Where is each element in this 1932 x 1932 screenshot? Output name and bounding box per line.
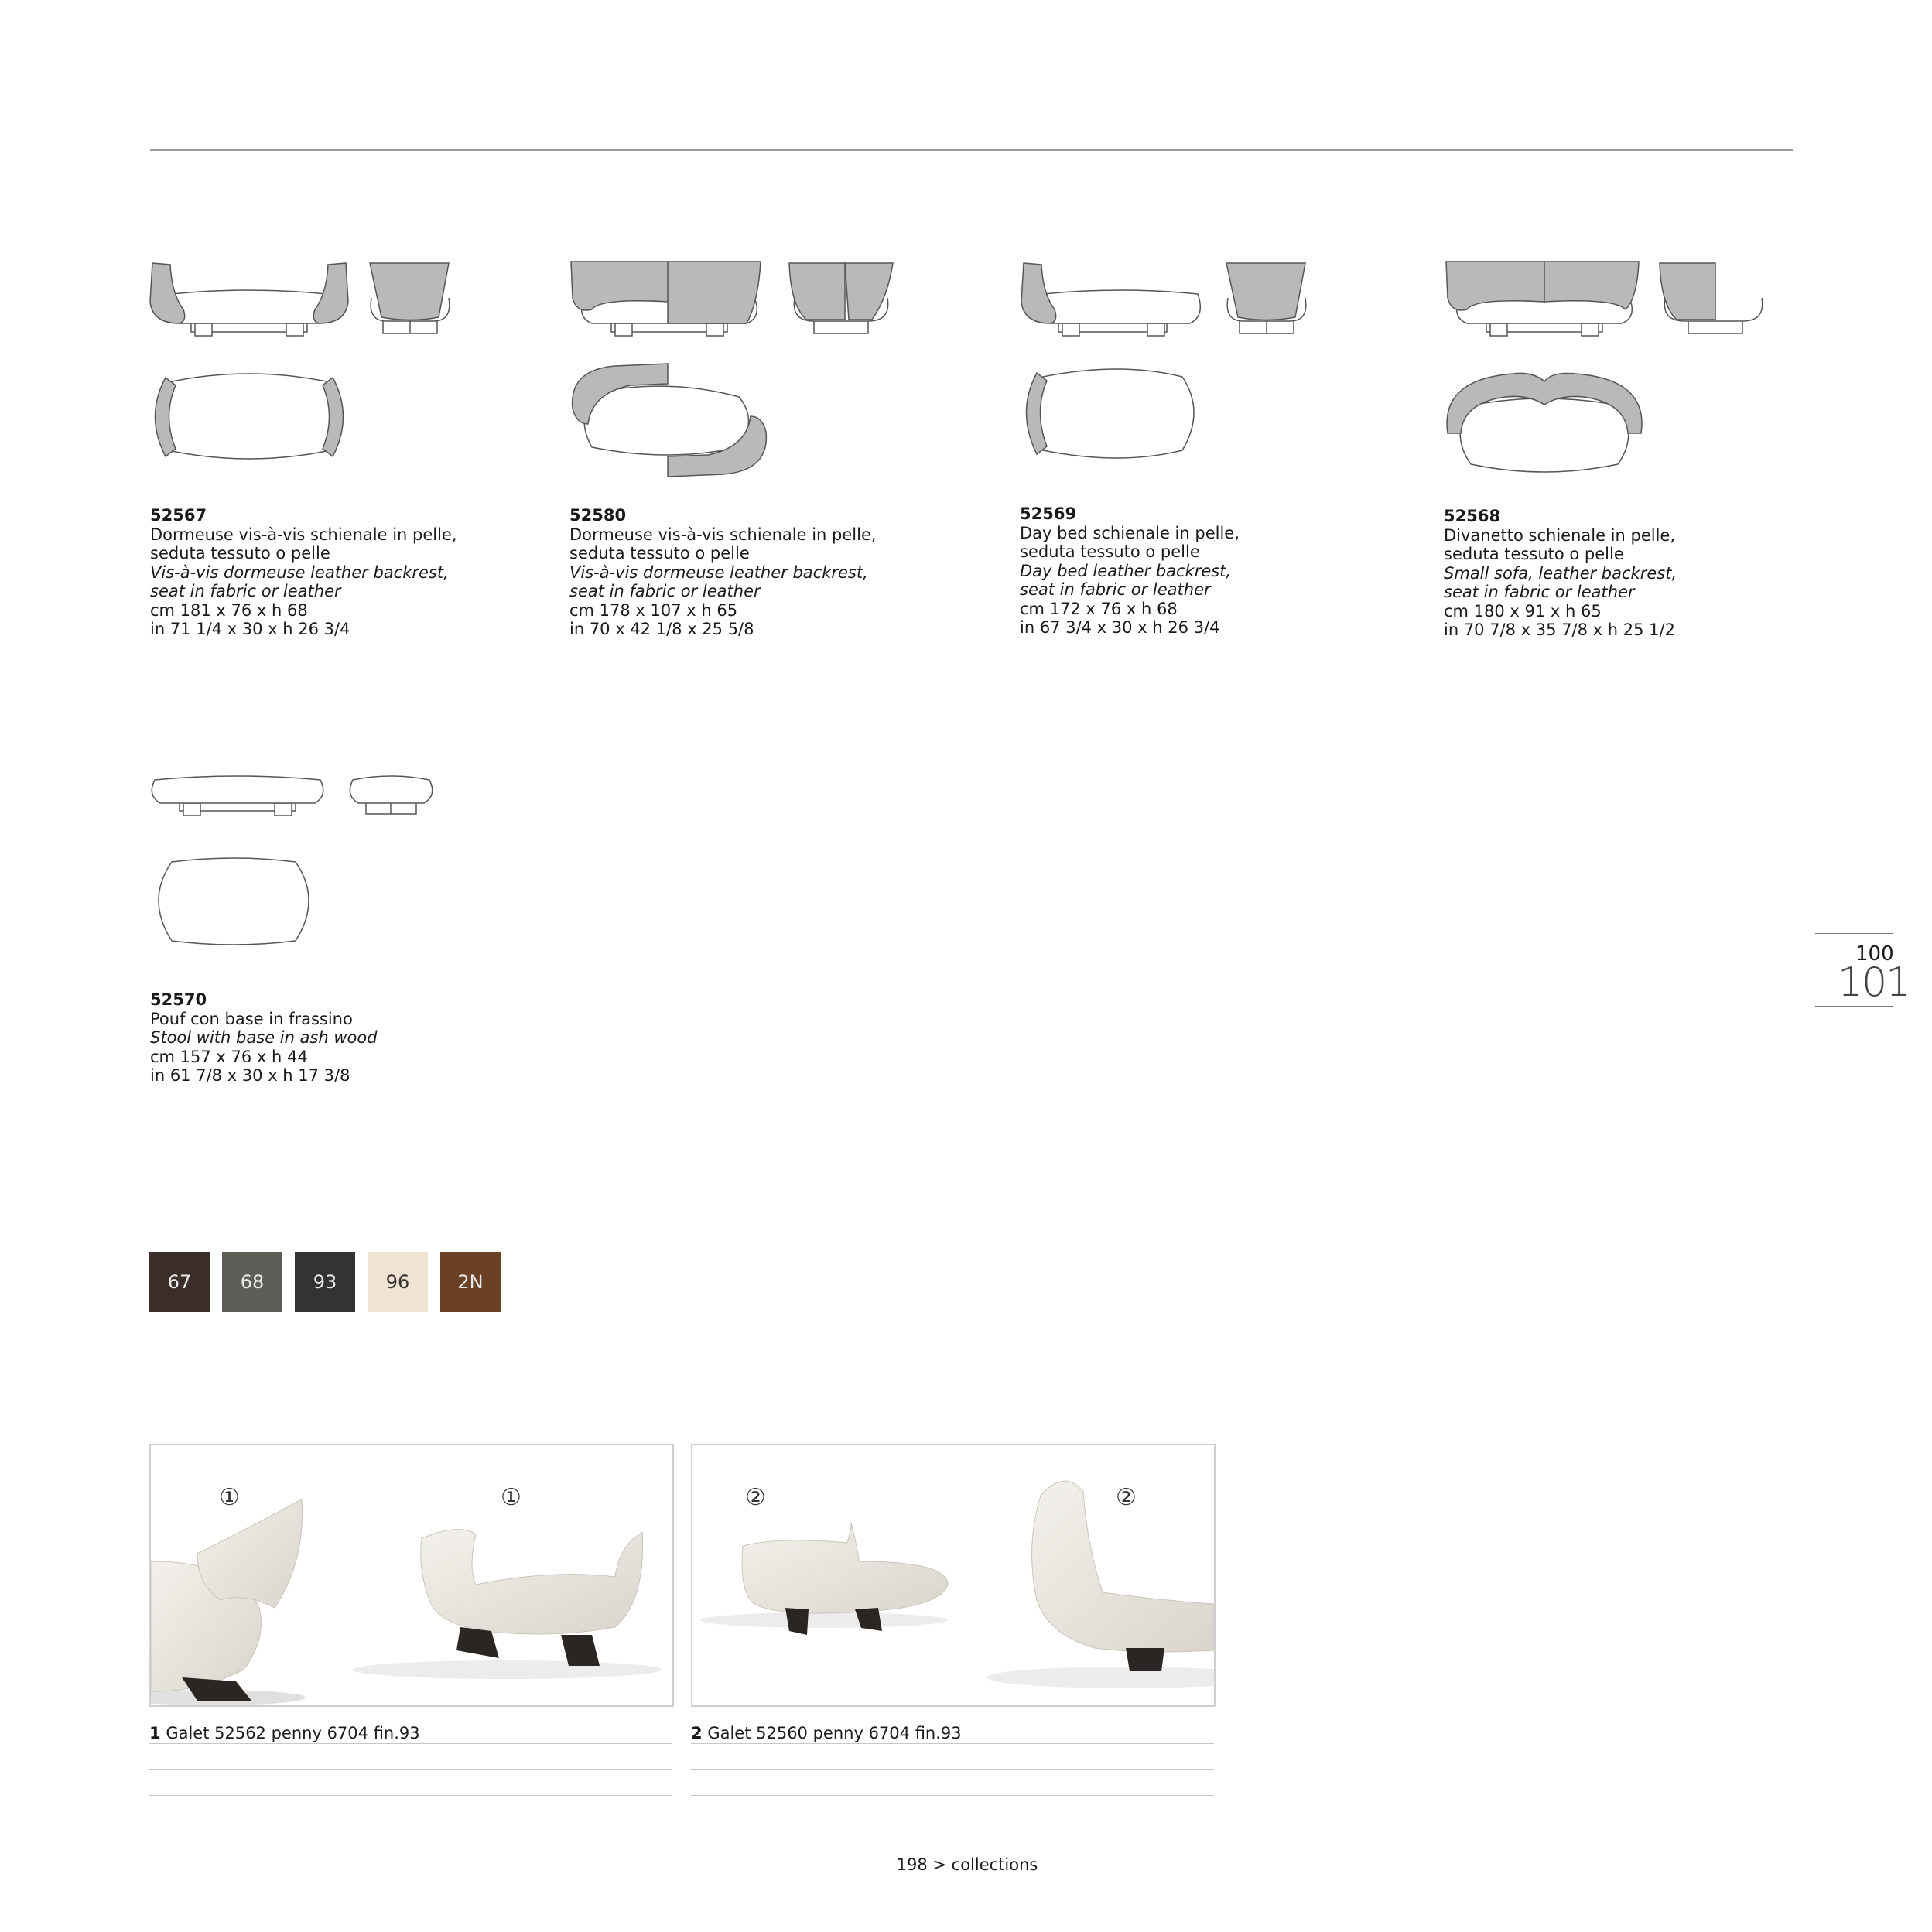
- product-desc-en: seat in fabric or leather: [1444, 583, 1635, 601]
- finish-swatch-93: 93: [295, 1252, 355, 1312]
- callout-marker: ①: [219, 1484, 240, 1511]
- product-code: 52580: [569, 506, 627, 525]
- product-desc-en: seat in fabric or leather: [569, 582, 761, 600]
- caption-rule: [691, 1769, 1214, 1770]
- page-number-current: 101: [1838, 959, 1910, 1006]
- product-dims-in: in 70 x 42 1/8 x 25 5/8: [569, 620, 754, 638]
- product-desc-it: seduta tessuto o pelle: [150, 544, 330, 563]
- drawing-52569-side: [1224, 259, 1309, 337]
- product-desc-it: seduta tessuto o pelle: [569, 544, 750, 563]
- product-desc-it: Dormeuse vis-à-vis schienale in pelle,: [150, 525, 457, 544]
- photo-caption-2: 2 Galet 52560 penny 6704 fin.93: [691, 1724, 962, 1742]
- product-code: 52568: [1444, 507, 1501, 525]
- top-rule: [150, 149, 1793, 151]
- photo-caption-1: 1 Galet 52562 penny 6704 fin.93: [149, 1724, 420, 1742]
- photo-galet-52562: [149, 1444, 674, 1707]
- product-52570: [150, 990, 552, 1086]
- product-dims-cm: cm 178 x 107 x h 65: [569, 600, 738, 620]
- photo-galet-52560: [691, 1444, 1216, 1707]
- product-desc-en: seat in fabric or leather: [150, 582, 341, 600]
- product-code: 52567: [150, 506, 207, 525]
- caption-rule: [691, 1743, 1214, 1744]
- product-dims-cm: cm 157 x 76 x h 44: [150, 1047, 308, 1066]
- product-desc-it: Dormeuse vis-à-vis schienale in pelle,: [569, 525, 877, 544]
- drawing-52570-front: [149, 772, 327, 822]
- product-52568: [1444, 507, 1846, 640]
- product-desc-it: Day bed schienale in pelle,: [1020, 523, 1240, 542]
- caption-rule: [149, 1769, 672, 1770]
- drawing-52580-plan: [569, 362, 770, 478]
- drawing-52568-front: [1444, 255, 1645, 340]
- product-dims-in: in 61 7/8 x 30 x h 17 3/8: [150, 1066, 350, 1085]
- product-dims-in: in 71 1/4 x 30 x h 26 3/4: [150, 620, 350, 638]
- callout-marker: ①: [501, 1484, 521, 1511]
- product-dims-in: in 70 7/8 x 35 7/8 x h 25 1/2: [1444, 621, 1675, 639]
- product-code: 52569: [1020, 504, 1077, 523]
- finish-swatch-68: 68: [222, 1252, 282, 1312]
- product-desc-en: Stool with base in ash wood: [150, 1028, 378, 1047]
- callout-marker: ②: [745, 1484, 766, 1511]
- product-52580: [569, 506, 972, 639]
- drawing-52569-front: [1020, 255, 1205, 340]
- callout-marker: ②: [1116, 1484, 1137, 1511]
- drawing-52567-side: [368, 259, 453, 337]
- product-code: 52570: [150, 990, 207, 1009]
- finish-swatch-96: 96: [368, 1252, 428, 1312]
- drawing-52580-front: [569, 255, 770, 340]
- caption-rule: [149, 1795, 672, 1796]
- page-number-rule: [1815, 933, 1893, 934]
- drawing-52568-side: [1657, 259, 1766, 337]
- product-desc-it: seduta tessuto o pelle: [1020, 542, 1200, 561]
- product-desc-it: seduta tessuto o pelle: [1444, 545, 1624, 563]
- caption-rule: [149, 1743, 672, 1744]
- product-dims-cm: cm 172 x 76 x h 68: [1020, 599, 1178, 618]
- product-52569: [1020, 504, 1422, 638]
- product-desc-en: Vis-à-vis dormeuse leather backrest,: [150, 563, 449, 582]
- page-number-rule: [1815, 1006, 1893, 1007]
- product-desc-it: Divanetto schienale in pelle,: [1444, 525, 1676, 545]
- product-desc-en: Small sofa, leather backrest,: [1444, 563, 1677, 583]
- product-desc-it: Pouf con base in frassino: [150, 1009, 353, 1028]
- product-desc-en: Vis-à-vis dormeuse leather backrest,: [569, 563, 868, 582]
- drawing-52569-plan: [1020, 365, 1205, 462]
- product-52567: [150, 506, 552, 639]
- product-desc-en: Day bed leather backrest,: [1020, 561, 1232, 580]
- page-footer: 198 > collections: [896, 1855, 1038, 1874]
- drawing-52570-side: [347, 772, 436, 822]
- drawing-52570-plan: [149, 857, 323, 946]
- drawing-52568-plan: [1444, 368, 1645, 476]
- product-dims-cm: cm 181 x 76 x h 68: [150, 600, 308, 620]
- drawing-52567-plan: [149, 370, 350, 463]
- drawing-52580-side: [787, 259, 895, 337]
- product-dims-cm: cm 180 x 91 x h 65: [1444, 601, 1602, 621]
- finish-swatch-67: 67: [149, 1252, 210, 1312]
- finish-swatch-2N: 2N: [440, 1252, 501, 1312]
- page-number-prev: 100: [1855, 942, 1894, 966]
- caption-rule: [691, 1795, 1214, 1796]
- product-desc-en: seat in fabric or leather: [1020, 580, 1211, 599]
- drawing-52567-front: [149, 255, 350, 340]
- product-dims-in: in 67 3/4 x 30 x h 26 3/4: [1020, 618, 1220, 637]
